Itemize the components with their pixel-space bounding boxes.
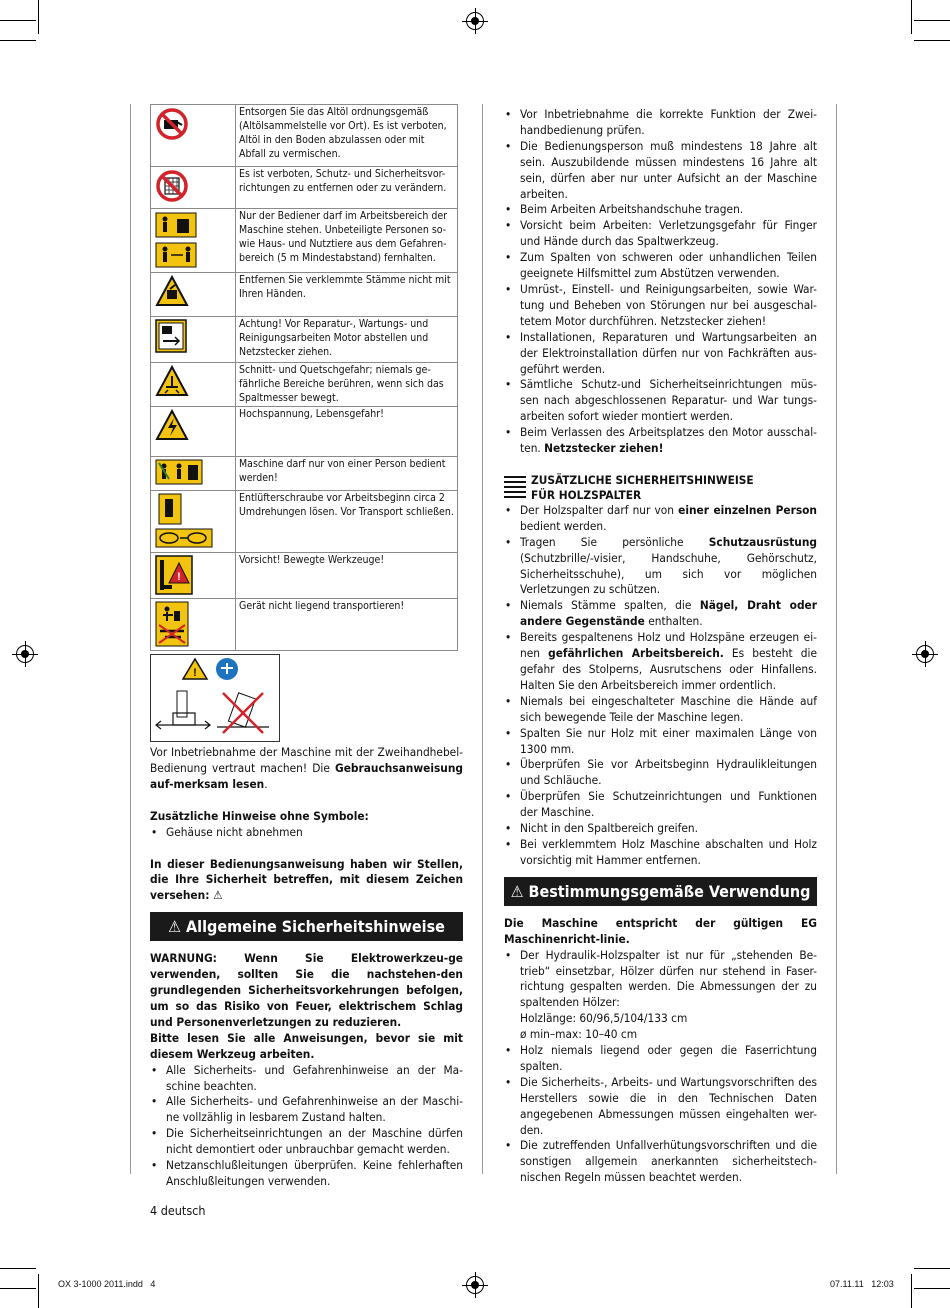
- symbol-text: Schnitt- und Quetschgefahr; niemals ge-fährliche Bereiche berühren, wenn sich das Spaltmesser bewegt.: [236, 363, 458, 407]
- list-item: • Installationen, Reparaturen und Wartungsarbeiten an der Elektroinstallation dürfen nur von Fachkräften aus-geführt werden.: [504, 330, 817, 378]
- crop-mark: [911, 0, 912, 34]
- intro-text: Vor Inbetriebnahme der Maschine mit der Zweihandhebel-Bedienung vertraut machen! Die: [150, 745, 463, 775]
- leave-bold: Netzstecker ziehen!: [544, 441, 664, 456]
- registration-mark: [916, 645, 934, 663]
- symbol-text: Vorsicht! Bewegte Werkzeuge!: [236, 553, 458, 599]
- svg-text:!: !: [193, 667, 197, 679]
- heading-lines-icon: [504, 473, 526, 498]
- list-item: • Spalten Sie nur Holz mit einer maximalen Länge von 1300 mm.: [504, 726, 817, 758]
- prohibited-guard-removal-icon: [155, 169, 231, 203]
- list-item: • Die Sicherheits-, Arbeits- und Wartungsvorschriften des Herstellers sowie die in den Technischen Daten angegebenen Abmessungen müssen eingehalten wer-den.: [504, 1075, 817, 1139]
- list-item: [504, 425, 817, 457]
- symbol-text: Entlüfterschraube vor Arbeitsbeginn circa 2 Umdrehungen lösen. Vor Transport schließen.: [236, 491, 458, 553]
- splitter-heading-line-1: ZUSÄTZLICHE SICHERHEITSHINWEISE: [531, 472, 754, 487]
- single-operator-icon: [155, 459, 231, 485]
- column-rule: [482, 104, 483, 1174]
- unplug-before-maintenance-icon: [155, 319, 231, 353]
- list-item: • Alle Sicherheits- und Gefahrenhinweise an der Maschi-ne vollzählig in lesbarem Zustand halten.: [150, 1094, 463, 1126]
- safety-note: In dieser Bedienungsanweisung haben wir Stellen, die Ihre Sicherheit betreffen, mit diesem Zeichen versehen: ⚠: [150, 856, 463, 903]
- crop-mark: [914, 1288, 950, 1289]
- bleed-screw-icon: [155, 493, 231, 549]
- intro-paragraph: [150, 745, 463, 793]
- prohibited-oil-disposal-icon: [155, 107, 231, 141]
- list-item: • Netzanschlußleitungen überprüfen. Keine fehlerhaften Anschlußleitungen verwenden.: [150, 1158, 463, 1190]
- column-rule: [130, 104, 131, 1174]
- crop-mark: [914, 1268, 950, 1269]
- page-number: 4 deutsch: [150, 1203, 206, 1218]
- extra-heading: Zusätzliche Hinweise ohne Symbole:: [150, 808, 369, 823]
- crop-mark: [911, 1274, 912, 1308]
- list-item: • Nicht in den Spaltbereich greifen.: [504, 821, 817, 837]
- list-item: • Die Bedienungsperson muß mindestens 18 Jahre alt sein. Auszubildende müssen mindestens 16 Jahre alt sein, dürfen aber nur unter Aufsicht an der Maschine arbeiten.: [504, 139, 817, 203]
- left-column-text: [150, 745, 463, 1190]
- slug-file: OX 3-1000 2011.indd 4: [58, 1279, 156, 1289]
- slug-date: 07.11.11 12:03: [830, 1279, 894, 1289]
- list-item: • Die Sicherheitseinrichtungen an der Maschine dürfen nicht demontiert oder unbrauchbar gemacht werden.: [150, 1126, 463, 1158]
- wood-length: Holzlänge: 60/96,5/104/133 cm: [520, 1011, 688, 1026]
- list-item: • Die zutreffenden Unfallverhütungsvorschriften und die sonstigen allgemein anerkannten sicherheitstech-nischen Regeln müssen beachtet werden.: [504, 1138, 817, 1186]
- symbol-text: Maschine darf nur von einer Person bedient werden!: [236, 457, 458, 491]
- symbol-text: Es ist verboten, Schutz- und Sicherheitsvor-richtungen zu entfernen oder zu verändern.: [236, 167, 458, 209]
- symbol-row: [151, 105, 458, 167]
- registration-mark: [16, 645, 34, 663]
- column-rule: [836, 104, 837, 1174]
- crop-mark: [0, 40, 36, 41]
- list-item: • Vor Inbetriebnahme die korrekte Funktion der Zwei-handbedienung prüfen.: [504, 107, 817, 139]
- list-item: • Niemals Stämme spalten, die Nägel, Draht oder andere Gegenstände enthalten.: [504, 598, 817, 630]
- list-item: • Der Hydraulik-Holzspalter ist nur für „stehenden Be-trieb“ einsetzbar, Hölzer dürfen nur stehend in Faser-richtung gespalten werden. Die Abmessungen der zu spaltenden Hölzer: Holzlänge: 60/96,5/104/133 cm ø min–max: 10–40 cm: [504, 948, 817, 1043]
- list-item: • Überprüfen Sie vor Arbeitsbeginn Hydraulikleitungen und Schläuche.: [504, 757, 817, 789]
- symbol-text: Entfernen Sie verklemmte Stämme nicht mit Ihren Händen.: [236, 273, 458, 317]
- crop-mark: [0, 1288, 36, 1289]
- splitter-heading-line-2: FÜR HOLZSPALTER: [531, 487, 642, 502]
- intro-bold: Gebrauchsanweisung auf-merksam lesen: [150, 760, 463, 791]
- general-safety-band: ⚠ Allgemeine Sicherheitshinweise: [150, 912, 463, 941]
- svg-text:!: !: [177, 571, 181, 583]
- symbol-row: [151, 363, 458, 407]
- list-item: • Bei verklemmtem Holz Maschine abschalten und Holz vorsichtig mit Hammer entfernen.: [504, 837, 817, 869]
- leave-text: Beim Verlassen des Arbeitsplatzes den Motor ausschal-ten.: [520, 425, 817, 456]
- registration-mark: [466, 1276, 484, 1294]
- list-item: • Holz niemals liegend oder gegen die Faserrichtung spalten.: [504, 1043, 817, 1075]
- list-item: • Der Holzspalter darf nur von einer einzelnen Person bedient werden.: [504, 503, 817, 535]
- symbol-row: [151, 599, 458, 651]
- symbol-text: Gerät nicht liegend transportieren!: [236, 599, 458, 651]
- symbol-row: [151, 491, 458, 553]
- list-item: • Gehäuse nicht abnehmen: [150, 825, 463, 841]
- crop-mark: [38, 1274, 39, 1308]
- no-horizontal-transport-icon: [155, 601, 231, 647]
- list-item: • Beim Arbeiten Arbeitshandschuhe tragen.: [504, 202, 817, 218]
- symbol-text: Entsorgen Sie das Altöl ordnungsgemäß (Altölsammelstelle vor Ort). Es ist verboten, Altöl in den Boden abzulassen oder mit Abfall zu vermischen.: [236, 105, 458, 167]
- moving-tools-icon: [155, 555, 231, 595]
- operator-only-area-icon: [155, 211, 231, 269]
- list-item: • Bereits gespaltenens Holz und Holzspäne erzeugen ei-nen gefährlichen Arbeitsbereich. Es besteht die gefahr des Stolperns, Ausrutschens oder Hinfallens. Halten Sie den Arbeitsbereich immer ordentlich.: [504, 630, 817, 694]
- symbol-text: Hochspannung, Lebensgefahr!: [236, 407, 458, 457]
- symbols-table: [150, 104, 458, 651]
- symbol-row: [151, 457, 458, 491]
- intro-end: .: [264, 776, 268, 791]
- list-item: • Zum Spalten von schweren oder unhandlichen Teilen geeignete Hilfsmittel zum Abstützen verwenden.: [504, 250, 817, 282]
- wood-diameter: ø min–max: 10–40 cm: [520, 1027, 638, 1042]
- list-item: • Umrüst-, Einstell- und Reinigungsarbeiten, sowie War-tung und Beheben von Störungen nur bei ausgeschal-tetem Motor durchführen. Netzstecker ziehen!: [504, 282, 817, 330]
- machine-warning-illustration: [150, 654, 280, 742]
- symbol-row: [151, 167, 458, 209]
- right-column-text: [504, 107, 817, 1186]
- symbol-row: [151, 317, 458, 363]
- jammed-log-warning-icon: [155, 275, 231, 307]
- list-item: • Vorsicht beim Arbeiten: Verletzungsgefahr für Finger und Hände durch das Spaltwerkzeug.: [504, 218, 817, 250]
- read-all-text: Bitte lesen Sie alle Anweisungen, bevor sie mit diesem Werkzeug arbeiten.: [150, 1030, 463, 1061]
- symbol-row: [151, 273, 458, 317]
- crop-mark: [0, 20, 36, 21]
- list-item: • Alle Sicherheits- und Gefahrenhinweise an der Ma-schine beachten.: [150, 1063, 463, 1095]
- symbol-row: [151, 209, 458, 273]
- registration-mark: [466, 12, 484, 30]
- list-item: • Überprüfen Sie Schutzeinrichtungen und Funktionen der Maschine.: [504, 789, 817, 821]
- crush-hazard-icon: [155, 365, 231, 397]
- symbol-text: Nur der Bediener darf im Arbeitsbereich der Maschine stehen. Unbeteiligte Personen so-wie Haus- und Nutztiere aus dem Gefahren-bereich (5 m Mindestabstand) fernhalten.: [236, 209, 458, 273]
- list-item: • Niemals bei eingeschalteter Maschine die Hände auf sich bewegende Teile der Maschine legen.: [504, 694, 817, 726]
- directive-text: Die Maschine entspricht der gültigen EG Maschinenricht-linie.: [504, 915, 817, 946]
- crop-mark: [38, 0, 39, 34]
- list-item: • Tragen Sie persönliche Schutzausrüstung (Schutzbrille/-visier, Handschuhe, Gehörschutz, Sicherheitsschuhe), um sich vor möglichen Verletzungen zu schützen.: [504, 535, 817, 599]
- list-item: • Sämtliche Schutz-und Sicherheitseinrichtungen müs-sen nach abgeschlossenen Reparatur- und War tungs-arbeiten sofort wieder montiert werden.: [504, 377, 817, 425]
- splitter-heading: [504, 473, 817, 503]
- intended-use-band: ⚠ Bestimmungsgemäße Verwendung: [504, 877, 817, 906]
- crop-mark: [914, 40, 950, 41]
- high-voltage-icon: [155, 409, 231, 441]
- symbol-row: [151, 407, 458, 457]
- symbol-text: Achtung! Vor Reparatur-, Wartungs- und Reinigungsarbeiten Motor abstellen und Netzstecker ziehen.: [236, 317, 458, 363]
- warning-text: WARNUNG: Wenn Sie Elektrowerkzeu-ge verwenden, sollten Sie die nachstehen-den grundlegenden Sicherheitsvorkehrungen befolgen, um so das Risiko von Feuer, elektrischem Schlag und Personenverletzungen zu reduzieren.: [150, 951, 463, 1029]
- crop-mark: [914, 20, 950, 21]
- symbol-row: [151, 553, 458, 599]
- crop-mark: [0, 1268, 36, 1269]
